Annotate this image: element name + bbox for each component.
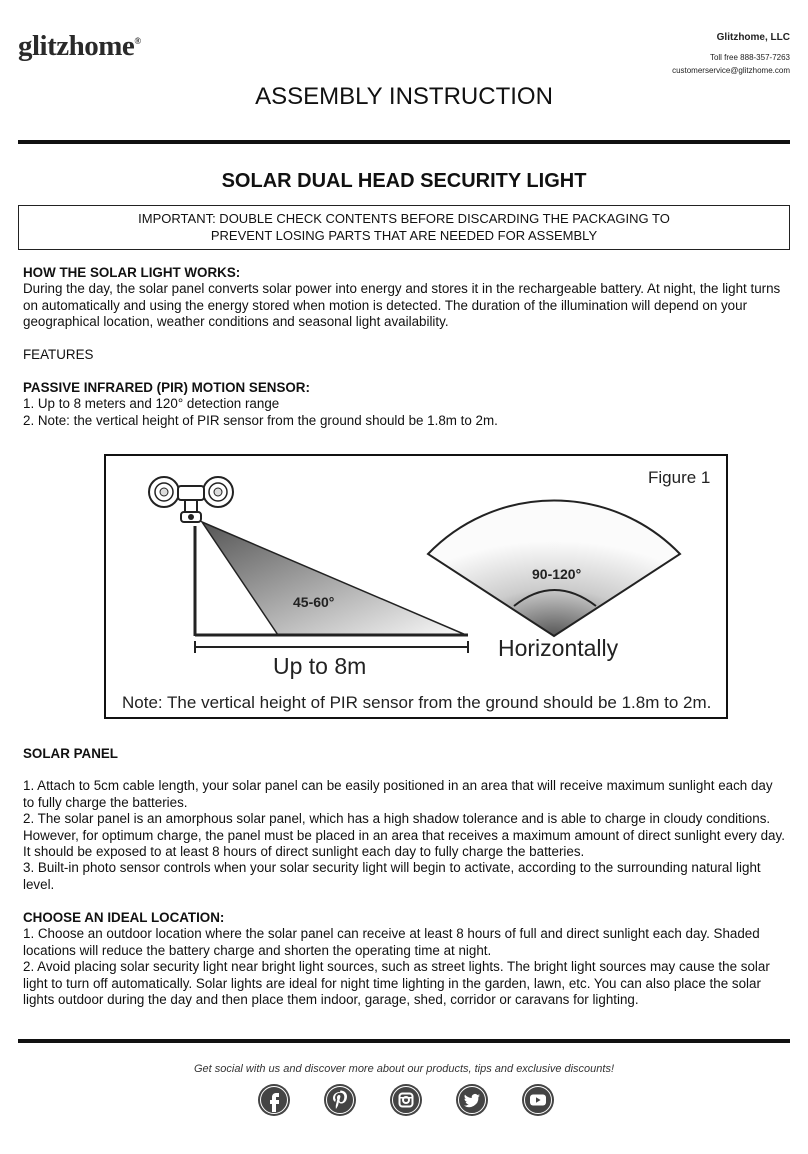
solar-panel-item: 2. The solar panel is an amorphous solar panel, which has a high shadow tolerance and is able to charge in cloudy conditions. However, for optimum charge, the panel must be placed in an area that receives a maximum amount of direct sunlight every day. It should be exposed to at least 8 hours of direct sunlight each day to fully charge the batteries. bbox=[23, 811, 785, 860]
pir-item: 1. Up to 8 meters and 120° detection range bbox=[23, 396, 280, 412]
youtube-icon[interactable] bbox=[521, 1083, 555, 1117]
facebook-icon[interactable] bbox=[257, 1083, 291, 1117]
how-it-works-body: During the day, the solar panel converts solar power into energy and stores it in the rechargeable battery. At night, the light turns on automatically and using the energy stored when motion is detected. The duration of the illumination will depend on your geographical location, weather conditions and seasonal light availability. bbox=[23, 281, 781, 330]
horizontal-angle-label: 90-120° bbox=[532, 566, 582, 582]
location-section bbox=[23, 910, 785, 1008]
product-title: SOLAR DUAL HEAD SECURITY LIGHT bbox=[221, 170, 587, 192]
social-links bbox=[257, 1083, 555, 1117]
brand-logo bbox=[18, 30, 141, 63]
location-item: 1. Choose an outdoor location where the solar panel can receive at least 8 hours of full and direct sunlight each day. Shaded locations will reduce the battery charge and shorten the operating time at night. bbox=[23, 926, 760, 958]
logo-registered-mark: ® bbox=[134, 36, 141, 46]
twitter-icon[interactable] bbox=[455, 1083, 489, 1117]
pinterest-icon[interactable] bbox=[323, 1083, 357, 1117]
important-line-1: IMPORTANT: DOUBLE CHECK CONTENTS BEFORE DISCARDING THE PACKAGING TO bbox=[138, 211, 670, 226]
security-light-icon bbox=[149, 477, 233, 522]
document-title: ASSEMBLY INSTRUCTION bbox=[255, 83, 553, 110]
figure-drawing bbox=[106, 456, 726, 717]
company-info bbox=[672, 32, 790, 76]
horizontal-label: Horizontally bbox=[498, 635, 619, 661]
features-heading: FEATURES bbox=[23, 347, 94, 362]
company-phone: Toll free 888-357-7263 bbox=[709, 53, 790, 62]
logo-text: glitzhome bbox=[18, 30, 135, 62]
important-notice bbox=[18, 205, 790, 250]
company-email: customerservice@glitzhome.com bbox=[672, 66, 790, 75]
figure-note: Note: The vertical height of PIR sensor from the ground should be 1.8m to 2m. bbox=[122, 693, 712, 712]
social-text: Get social with us and discover more about our products, tips and exclusive discounts! bbox=[193, 1063, 615, 1075]
pir-section bbox=[23, 380, 785, 429]
important-line-2: PREVENT LOSING PARTS THAT ARE NEEDED FOR ASSEMBLY bbox=[210, 228, 598, 243]
instagram-icon[interactable] bbox=[389, 1083, 423, 1117]
company-name: Glitzhome, LLC bbox=[716, 32, 790, 43]
location-item: 2. Avoid placing solar security light near bright light sources, such as street lights. The bright light sources may cause the solar light to turn off automatically. Solar lights are ideal for night time lighting in the garden, lawn, etc. You can also place the solar lights outdoor during the day and then place them indoor, garage, shed, corridor or caravans for lighting. bbox=[23, 959, 770, 1008]
pir-item: 2. Note: the vertical height of PIR sensor from the ground should be 1.8m to 2m. bbox=[23, 412, 498, 428]
how-it-works-section bbox=[23, 265, 785, 331]
solar-panel-heading: SOLAR PANEL bbox=[23, 746, 118, 761]
figure-label: Figure 1 bbox=[648, 468, 711, 487]
how-it-works-heading: HOW THE SOLAR LIGHT WORKS: bbox=[23, 265, 241, 280]
vertical-beam bbox=[202, 522, 466, 635]
solar-panel-item: 1. Attach to 5cm cable length, your solar panel can be easily positioned in an area that will receive maximum sunlight each day to fully charge the batteries. bbox=[23, 778, 773, 810]
bottom-divider bbox=[18, 1039, 790, 1043]
solar-panel-item: 3. Built-in photo sensor controls when your solar security light will begin to activate, according to the surrounding natural light level. bbox=[23, 860, 761, 892]
vertical-angle-label: 45-60° bbox=[293, 594, 335, 610]
detection-range-figure bbox=[104, 454, 728, 719]
location-heading: CHOOSE AN IDEAL LOCATION: bbox=[23, 910, 225, 925]
pir-heading: PASSIVE INFRARED (PIR) MOTION SENSOR: bbox=[23, 380, 310, 395]
solar-panel-section bbox=[23, 746, 785, 893]
top-divider bbox=[18, 140, 790, 144]
range-label: Up to 8m bbox=[273, 653, 367, 679]
